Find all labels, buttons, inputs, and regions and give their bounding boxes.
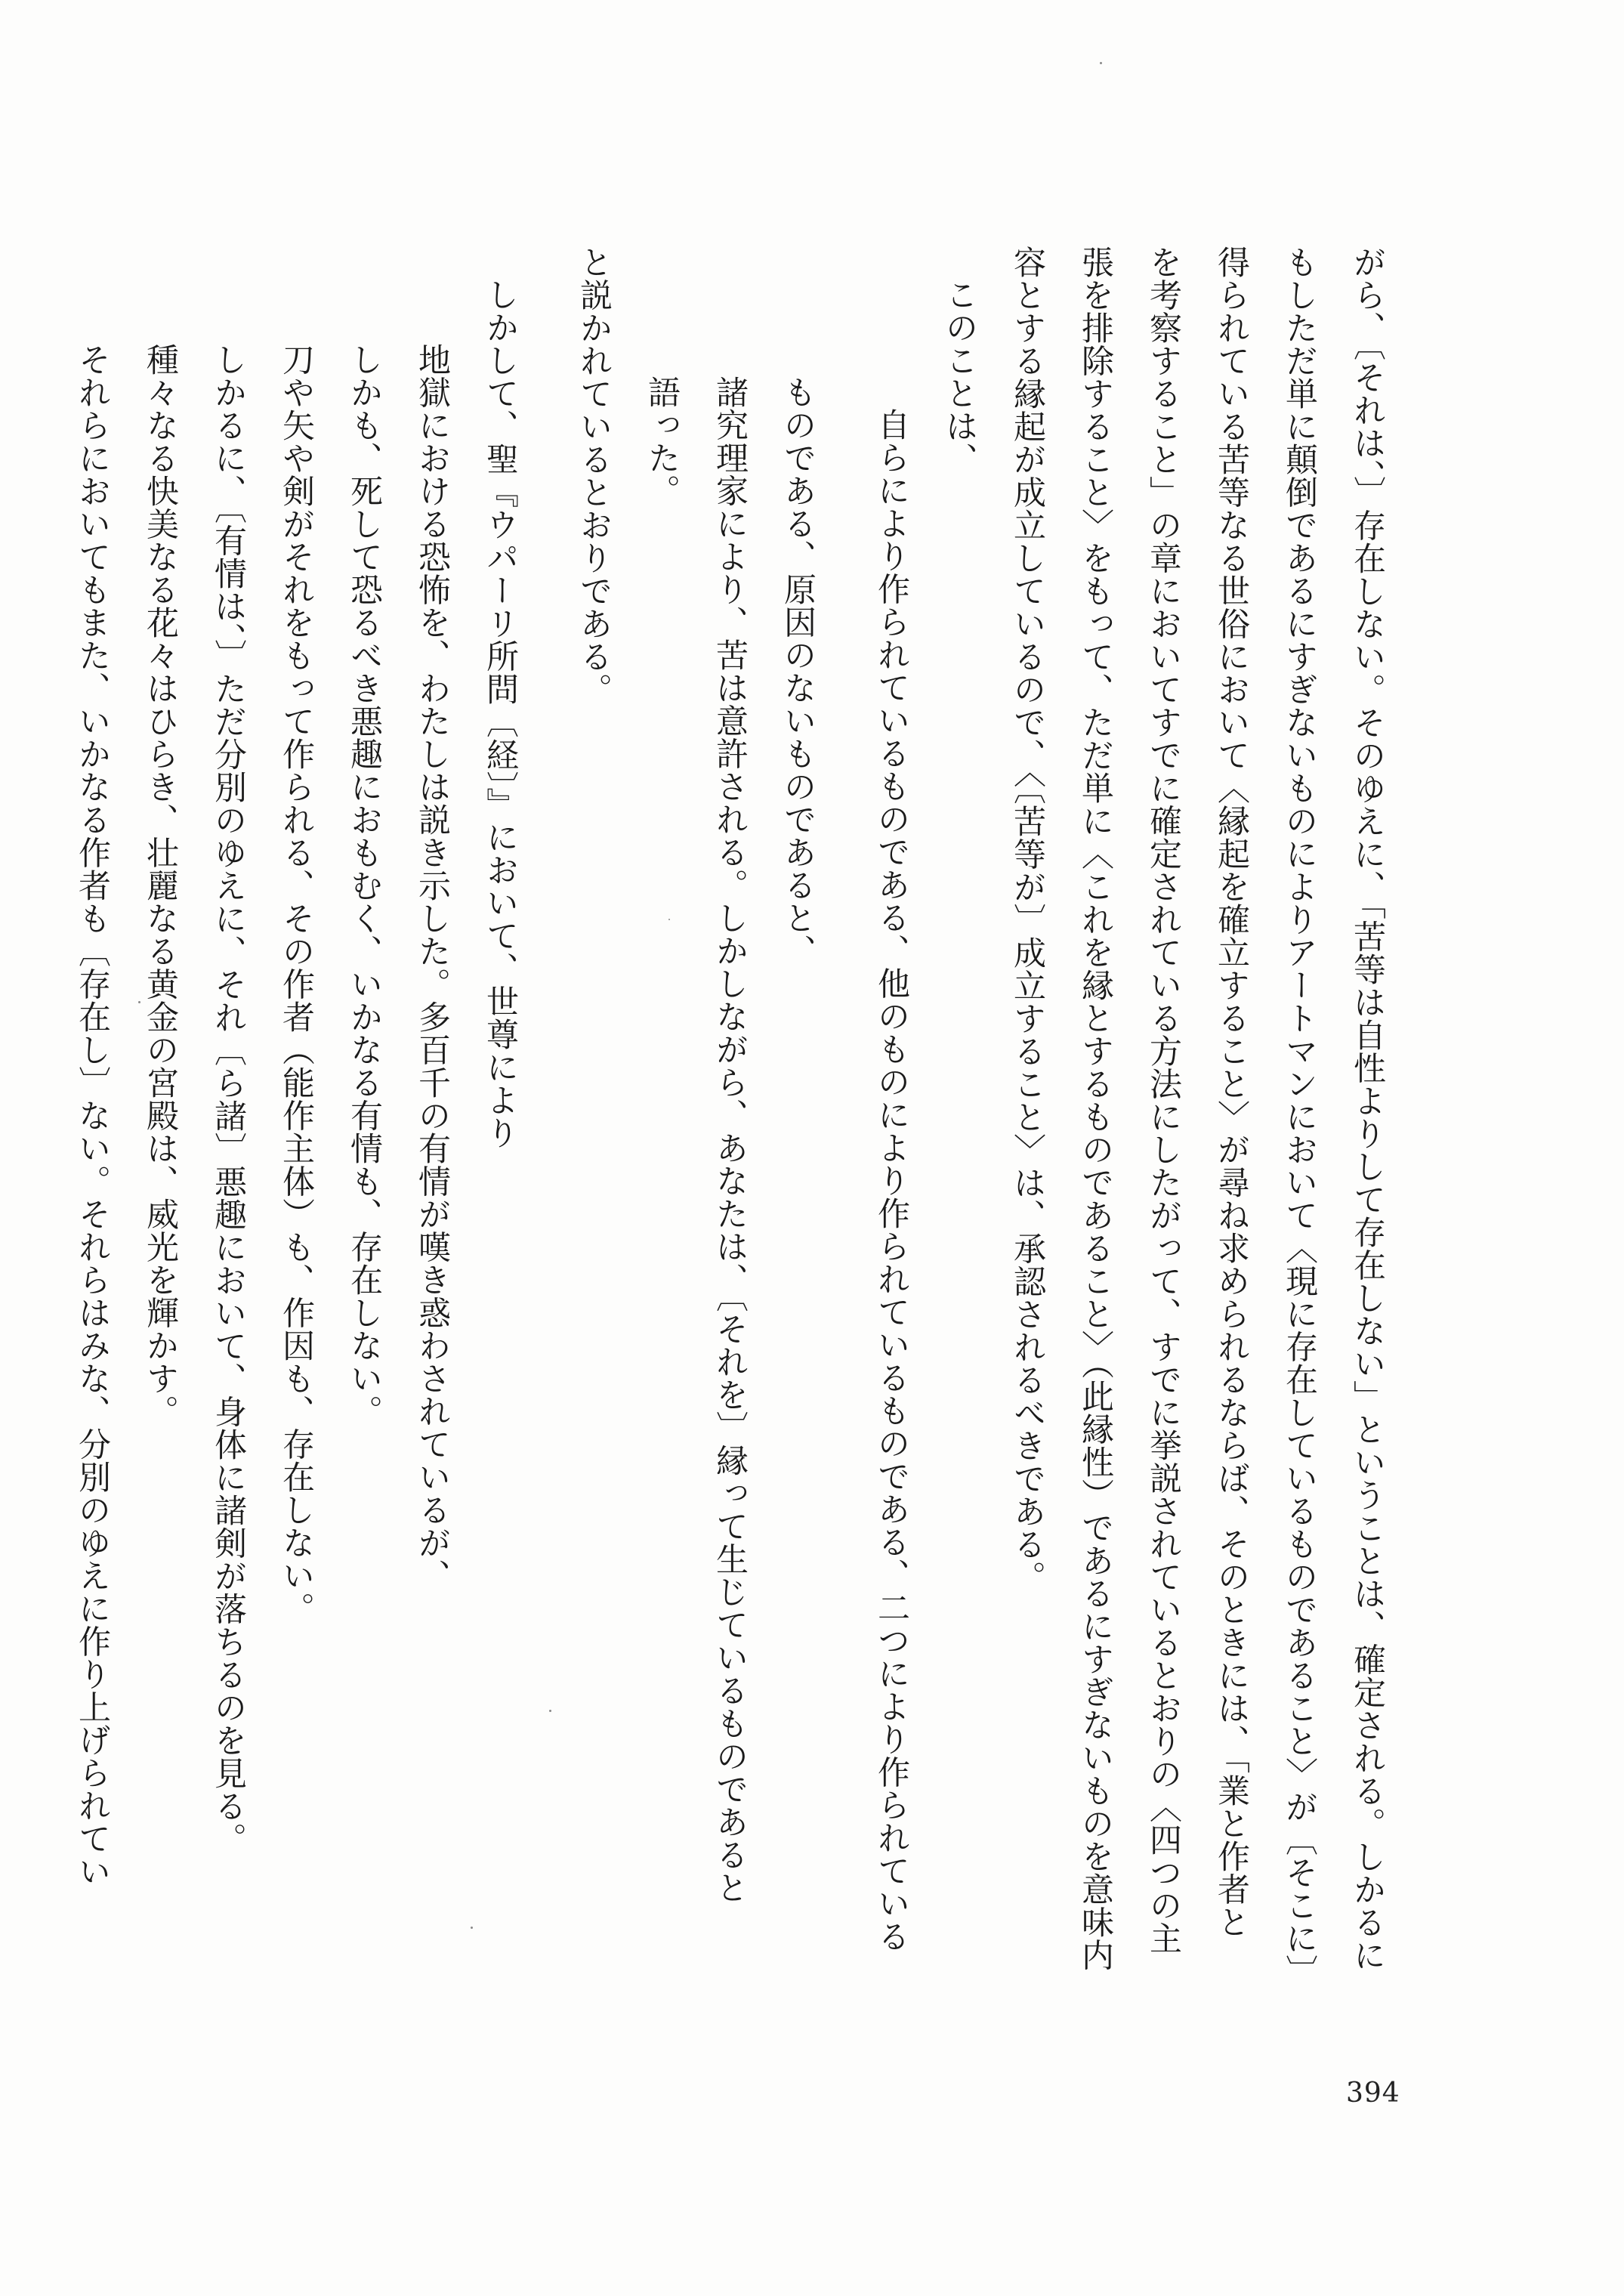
text-line: と説かれているとおりである。 (575, 246, 613, 706)
text-line: しかして、聖『ウパーリ所問〔経〕』において、世尊により (481, 278, 519, 1149)
quoted-verse-line: 種々なる快美なる花々はひらき、壮麗なる黄金の宮殿は、威光を輝かす。 (141, 343, 179, 1428)
text-line: 張を排除すること〉をもって、ただ単に〈これを縁とするものであること〉（此縁性）であるにすぎないものを意味内 (1076, 246, 1114, 1971)
text-line: がら、〔それは、〕存在しない。そのゆえに、「苦等は自性よりして存在しない」ということは、確定される。しかるに (1348, 246, 1386, 1972)
quoted-verse-line: 刀や矢や剣がそれをもって作られる、その作者（能作主体）も、作因も、存在しない。 (277, 343, 315, 1625)
quoted-verse-line: しかも、死して恐るべき悪趣におもむく、いかなる有情も、存在しない。 (345, 343, 383, 1428)
scan-speck (668, 919, 670, 920)
quoted-verse-line: 諸究理家により、苦は意許される。しかしながら、あなたは、〔それを〕縁って生じているものであると (711, 375, 749, 1904)
text-line: このことは、 (940, 278, 978, 475)
quoted-verse-line: 地獄における恐怖を、わたしは説き示した。多百千の有情が嘆き惑わされているが、 (413, 343, 451, 1592)
scan-speck (138, 1001, 140, 1003)
text-line: 得られている苦等なる世俗において〈縁起を確立すること〉が尋ね求められるならば、そのときには、「業と作者と (1212, 246, 1250, 1939)
quoted-verse-line: しかるに、〔有情は、〕ただ分別のゆえに、それ〔ら諸〕悪趣において、身体に諸剣が落ちるのを見る。 (209, 343, 247, 1856)
quoted-verse-line: それらにおいてもまた、いかなる作者も〔存在し〕ない。それらはみな、分別のゆえに作り上げられてい (73, 343, 111, 1888)
text-line: を考察すること」の章においてすでに確定されている方法にしたがって、すでに挙説されているとおりの〈四つの主 (1144, 246, 1182, 1955)
quoted-verse-line: 自らにより作られているものである、他のものにより作られているものである、二つにより作られている (872, 408, 910, 1953)
text-line: もしただ単に顛倒であるにすぎないものによりアートマンにおいて〈現に存在しているものであること〉が〔そこに〕 (1280, 246, 1318, 1988)
vertical-text-body (73, 246, 1401, 2029)
page-number: 394 (1346, 2078, 1400, 2109)
scan-speck (549, 1710, 551, 1712)
quoted-verse-line: ものである、原因のないものであると、 (779, 375, 817, 967)
scan-speck (1100, 62, 1102, 64)
scan-speck (471, 1927, 473, 1929)
text-line: 容とする縁起が成立しているので、〈〔苦等が〕成立すること〉は、承認されるべきである。 (1008, 246, 1046, 1593)
quoted-verse-line: 語った。 (643, 375, 681, 507)
